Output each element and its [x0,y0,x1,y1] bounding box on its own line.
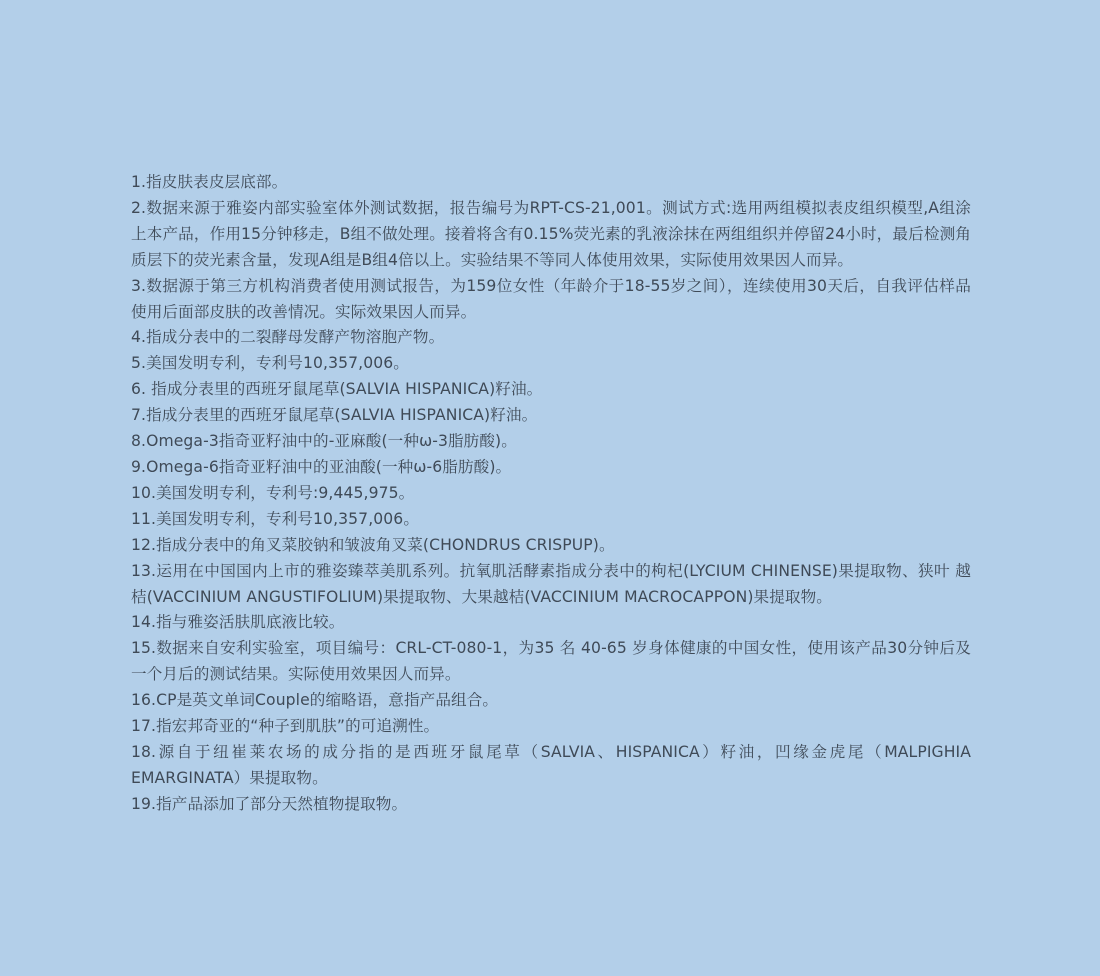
footnote-8: 8.Omega-3指奇亚籽油中的-亚麻酸(一种ω-3脂肪酸)。 [131,432,517,451]
footnotes-list [131,170,971,818]
footnote-3: 3.数据源于第三方机构消费者使用测试报告，为159位女性（年龄介于18-55岁之间），连续使用30天后，自我评估样品使用后面部皮肤的改善情况。实际效果因人而异。 [131,276,971,321]
footnote-1: 1.指皮肤表皮层底部。 [131,173,288,191]
footnote-13: 13.运用在中国国内上市的雅姿臻萃美肌系列。抗氧肌活酵素指成分表中的枸杞(LYCIUM CHINENSE)果提取物、狭叶 越桔(VACCINIUM ANGUSTIFOLIUM)果提取物、大果越桔(VACCINIUM MACROCAPPON)果提取物。 [131,561,971,606]
footnote-6: 6. 指成分表里的西班牙鼠尾草(SALVIA HISPANICA)籽油。 [131,380,543,399]
footnote-11: 11.美国发明专利，专利号10,357,006。 [131,509,420,528]
footnote-18: 18.源自于纽崔莱农场的成分指的是西班牙鼠尾草（SALVIA、HISPANICA）籽油，凹缘金虎尾（MALPIGHIA EMARGINATA）果提取物。 [131,742,971,787]
footnote-14: 14.指与雅姿活肤肌底液比较。 [131,613,345,632]
footnote-12: 12.指成分表中的角叉菜胶钠和皱波角叉菜(CHONDRUS CRISPUP)。 [131,535,615,554]
footnote-4: 4.指成分表中的二裂酵母发酵产物溶胞产物。 [131,328,445,347]
footnote-10: 10.美国发明专利，专利号:9,445,975。 [131,483,415,502]
footnote-15: 15.数据来自安利实验室，项目编号：CRL-CT-080-1，为35 名 40-65 岁身体健康的中国女性，使用该产品30分钟后及一个月后的测试结果。实际使用效果因人而异。 [131,639,971,684]
footnote-9: 9.Omega-6指奇亚籽油中的亚油酸(一种ω-6脂肪酸)。 [131,457,512,476]
footnote-2: 2.数据来源于雅姿内部实验室体外测试数据，报告编号为RPT-CS-21,001。测试方式:选用两组模拟表皮组织模型,A组涂上本产品，作用15分钟移走，B组不做处理。接着将含有0.15%荧光素的乳液涂抹在两组组织并停留24小时，最后检测角质层下的荧光素含量，发现A组是B组4倍以上。实验结果不等同人体使用效果，实际使用效果因人而异。 [131,198,971,269]
footnote-16: 16.CP是英文单词Couple的缩略语，意指产品组合。 [131,691,499,710]
footnote-5: 5.美国发明专利，专利号10,357,006。 [131,354,409,373]
footnote-19: 19.指产品添加了部分天然植物提取物。 [131,794,408,813]
footnote-7: 7.指成分表里的西班牙鼠尾草(SALVIA HISPANICA)籽油。 [131,406,538,425]
footnote-17: 17.指宏邦奇亚的“种子到肌肤”的可追溯性。 [131,717,440,736]
